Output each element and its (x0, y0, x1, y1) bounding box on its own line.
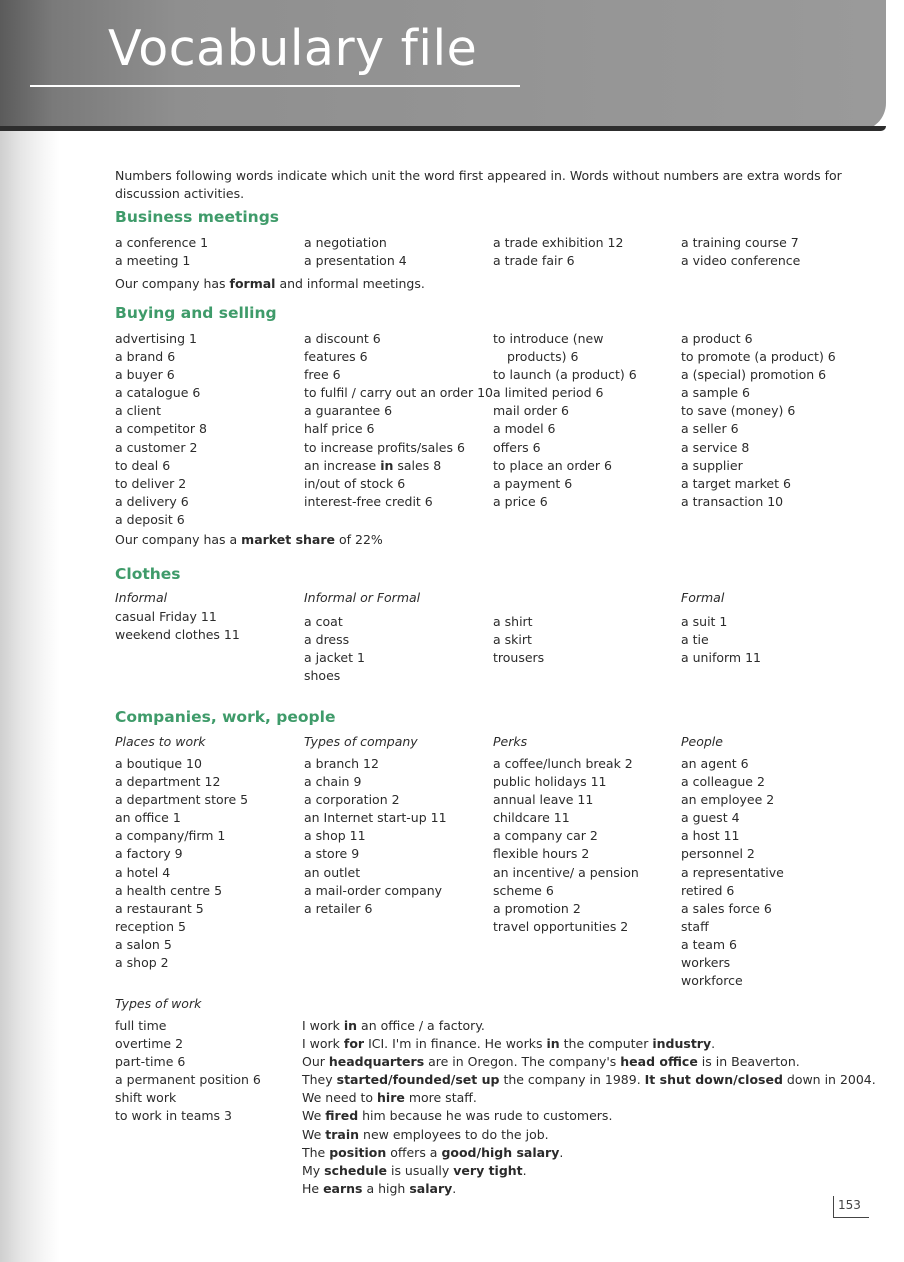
word: retired 6 (681, 882, 735, 898)
word: a permanent position 6 (115, 1072, 261, 1088)
word: full time (115, 1018, 167, 1033)
word: a department 12 (115, 774, 221, 790)
title-banner-edge (0, 126, 886, 131)
word: a buyer 6 (115, 367, 175, 383)
word: a price 6 (493, 493, 548, 509)
word: products) 6 (507, 349, 579, 365)
word: a department store 5 (115, 792, 249, 808)
clothes-col1 (115, 608, 240, 644)
word: mail order 6 (493, 403, 570, 419)
subheading-types-of-work: Types of work (115, 996, 202, 1011)
heading-buying-selling: Buying and selling (115, 304, 277, 322)
word: a shop 2 (115, 955, 169, 971)
word: a (special) promotion 6 (681, 367, 827, 383)
word: to increase profits/sales 6 (304, 439, 465, 455)
word: a team 6 (681, 936, 737, 952)
word: interest-free credit 6 (304, 493, 433, 509)
companies-col4 (681, 755, 784, 990)
business-meetings-sentence: Our company has formal and informal meetings. (115, 276, 425, 291)
subheading-people: People (681, 734, 723, 749)
word: a company/firm 1 (115, 828, 226, 844)
word: workforce (681, 973, 743, 989)
word: reception 5 (115, 918, 186, 934)
word: a shirt (493, 614, 533, 629)
word: advertising 1 (115, 331, 197, 346)
word: a dress (304, 632, 350, 648)
word: a company car 2 (493, 828, 598, 844)
word: offers 6 (493, 439, 541, 455)
word: public holidays 11 (493, 774, 607, 790)
word: to deliver 2 (115, 475, 187, 491)
word: an office 1 (115, 810, 181, 826)
word: a retailer 6 (304, 900, 373, 916)
example-sentence: My schedule is usually very tight. (302, 1162, 527, 1178)
word: a coffee/lunch break 2 (493, 756, 633, 771)
page-number: 153 (838, 1198, 861, 1212)
subheading-perks: Perks (493, 734, 528, 749)
word: a service 8 (681, 439, 750, 455)
word: workers (681, 955, 731, 971)
word: overtime 2 (115, 1036, 184, 1052)
word: a boutique 10 (115, 756, 202, 771)
clothes-col3 (493, 613, 544, 667)
word: a hotel 4 (115, 864, 171, 880)
word: a model 6 (493, 421, 556, 437)
word: a brand 6 (115, 349, 176, 365)
word: casual Friday 11 (115, 609, 217, 624)
word: half price 6 (304, 421, 375, 437)
word: a guarantee 6 (304, 403, 393, 419)
word: to deal 6 (115, 457, 171, 473)
word: scheme 6 (493, 882, 554, 898)
word: features 6 (304, 349, 368, 365)
word: a suit 1 (681, 614, 728, 629)
word: a chain 9 (304, 774, 362, 790)
business-meetings-col1 (115, 234, 208, 270)
word: to promote (a product) 6 (681, 349, 836, 365)
example-sentence: Our headquarters are in Oregon. The company's head office is in Beaverton. (302, 1054, 800, 1070)
buying-selling-sentence: Our company has a market share of 22% (115, 532, 383, 547)
word: an increase in sales 8 (304, 457, 442, 473)
subheading-places-to-work: Places to work (115, 734, 206, 749)
word: a limited period 6 (493, 385, 604, 401)
subheading-informal: Informal (115, 590, 168, 605)
word: to fulfil / carry out an order 10 (304, 385, 493, 401)
word: a competitor 8 (115, 421, 207, 437)
page-title: Vocabulary file (108, 20, 478, 77)
business-meetings-col4 (681, 234, 800, 270)
word: shift work (115, 1090, 177, 1106)
word: a coat (304, 614, 343, 629)
word: free 6 (304, 367, 341, 383)
word: a host 11 (681, 828, 740, 844)
word: a factory 9 (115, 846, 183, 862)
word: a colleague 2 (681, 774, 765, 790)
word: a payment 6 (493, 475, 573, 491)
word: trousers (493, 650, 545, 666)
word: to introduce (new (493, 331, 604, 346)
word: a skirt (493, 632, 532, 648)
word: a branch 12 (304, 756, 379, 771)
word: to work in teams 3 (115, 1108, 232, 1124)
word: a supplier (681, 457, 743, 473)
word: a promotion 2 (493, 900, 581, 916)
word: a presentation 4 (304, 253, 407, 269)
word: to place an order 6 (493, 457, 612, 473)
example-sentence: They started/founded/set up the company in 1989. It shut down/closed down in 2004. (302, 1072, 876, 1088)
word: an employee 2 (681, 792, 775, 808)
word: a seller 6 (681, 421, 739, 437)
example-sentence: The position offers a good/high salary. (302, 1144, 564, 1160)
word: an agent 6 (681, 756, 749, 771)
word: a customer 2 (115, 439, 198, 455)
title-underline (30, 85, 520, 87)
word: a deposit 6 (115, 511, 185, 527)
word: personnel 2 (681, 846, 755, 862)
word: a store 9 (304, 846, 360, 862)
word: a client (115, 403, 161, 419)
word: a salon 5 (115, 936, 172, 952)
word: a restaurant 5 (115, 900, 204, 916)
types-of-work-col1 (115, 1017, 261, 1126)
clothes-col4 (681, 613, 761, 667)
subheading-formal: Formal (681, 590, 725, 605)
buying-selling-col4 (681, 330, 836, 511)
word: a jacket 1 (304, 650, 365, 666)
word: childcare 11 (493, 810, 570, 826)
business-meetings-col3 (493, 234, 623, 270)
word: weekend clothes 11 (115, 627, 240, 643)
word: a uniform 11 (681, 650, 761, 666)
example-sentence: I work in an office / a factory. (302, 1018, 485, 1033)
intro-text: Numbers following words indicate which unit the word first appeared in. Words without numbers are extra words for discussion activities. (115, 168, 842, 201)
word: a transaction 10 (681, 493, 784, 509)
buying-selling-col2 (304, 330, 493, 511)
example-sentence: We fired him because he was rude to customers. (302, 1108, 613, 1124)
word: a trade exhibition 12 (493, 235, 624, 250)
word: a trade fair 6 (493, 253, 575, 269)
companies-col2 (304, 755, 447, 918)
word: a guest 4 (681, 810, 740, 826)
word: a corporation 2 (304, 792, 400, 808)
word: shoes (304, 668, 341, 684)
word: part-time 6 (115, 1054, 186, 1070)
word: a delivery 6 (115, 493, 189, 509)
word: a sample 6 (681, 385, 751, 401)
companies-col1 (115, 755, 248, 972)
word: an incentive/ a pension (493, 864, 639, 880)
example-sentence: I work for ICI. I'm in finance. He works in the computer industry. (302, 1036, 716, 1052)
word: a mail-order company (304, 882, 443, 898)
word: a training course 7 (681, 235, 799, 250)
word: a sales force 6 (681, 900, 772, 916)
heading-business-meetings: Business meetings (115, 208, 280, 226)
clothes-col2 (304, 613, 365, 685)
word: a shop 11 (304, 828, 366, 844)
word: a product 6 (681, 331, 753, 346)
business-meetings-col2 (304, 234, 407, 270)
word: an Internet start-up 11 (304, 810, 447, 826)
word: a target market 6 (681, 475, 791, 491)
subheading-types-of-company: Types of company (304, 734, 418, 749)
word: to launch (a product) 6 (493, 367, 637, 383)
word: a discount 6 (304, 331, 381, 346)
buying-selling-col3 (493, 330, 637, 511)
word: a conference 1 (115, 235, 209, 250)
heading-companies-work-people: Companies, work, people (115, 708, 336, 726)
word: in/out of stock 6 (304, 475, 406, 491)
word: flexible hours 2 (493, 846, 590, 862)
word: a representative (681, 864, 784, 880)
word: a catalogue 6 (115, 385, 201, 401)
example-sentence: We need to hire more staff. (302, 1090, 477, 1106)
word: a health centre 5 (115, 882, 223, 898)
example-sentence: He earns a high salary. (302, 1180, 457, 1196)
word: a video conference (681, 253, 801, 269)
companies-col3 (493, 755, 639, 936)
example-sentences (302, 1017, 876, 1198)
word: travel opportunities 2 (493, 918, 629, 934)
word: a negotiation (304, 235, 387, 250)
word: to save (money) 6 (681, 403, 796, 419)
word: an outlet (304, 864, 361, 880)
word: a meeting 1 (115, 253, 191, 269)
page-number-bracket (833, 1196, 834, 1218)
buying-selling-col1 (115, 330, 207, 529)
heading-clothes: Clothes (115, 565, 181, 583)
subheading-informal-or-formal: Informal or Formal (304, 590, 421, 605)
word: annual leave 11 (493, 792, 594, 808)
page-number-underline (833, 1217, 869, 1218)
word: staff (681, 918, 709, 934)
word: a tie (681, 632, 709, 648)
example-sentence: We train new employees to do the job. (302, 1126, 549, 1142)
